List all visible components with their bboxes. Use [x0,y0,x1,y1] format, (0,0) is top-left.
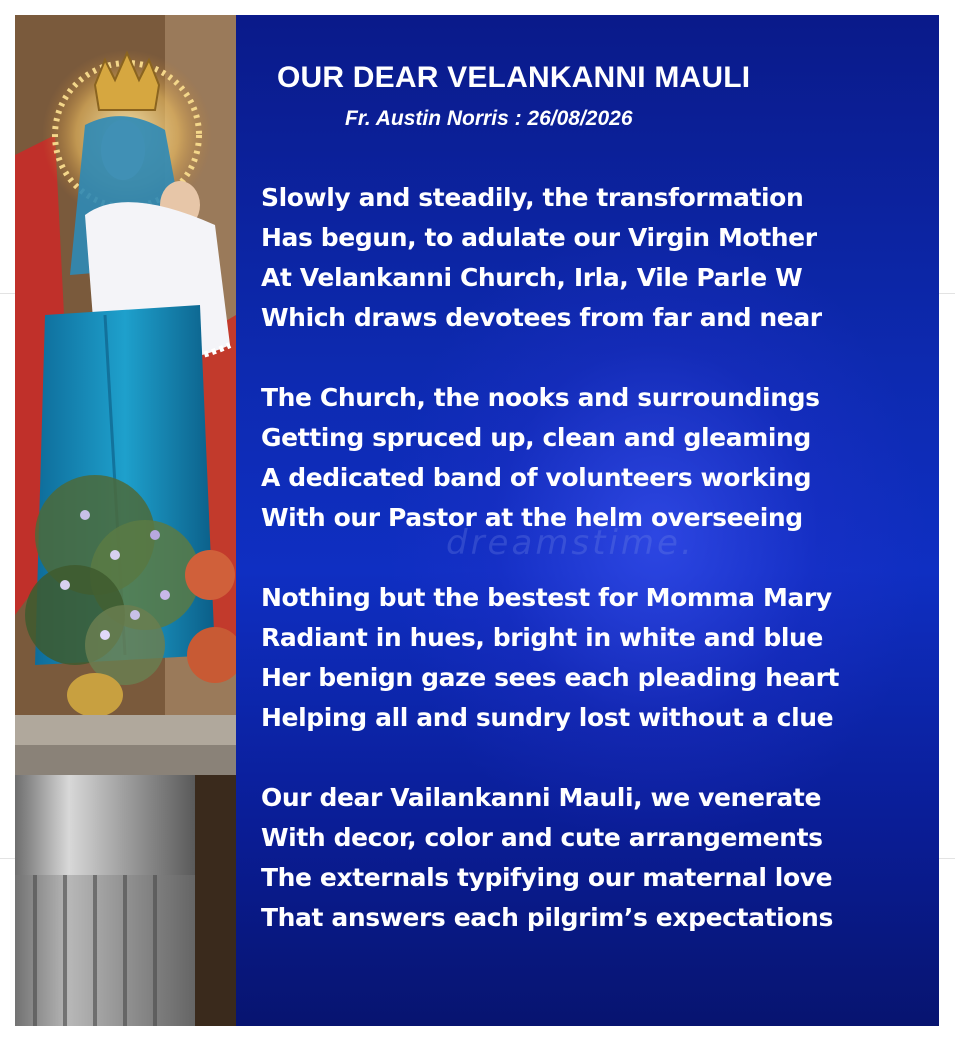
poem-line: Slowly and steadily, the transformation [261,183,804,212]
poem-line: Has begun, to adulate our Virgin Mother [261,223,817,252]
stanza-3 [261,578,931,738]
poem-line: That answers each pilgrim’s expectations [261,903,833,932]
poem-line: Our dear Vailankanni Mauli, we venerate [261,783,822,812]
poem-title: OUR DEAR VELANKANNI MAULI [277,61,751,94]
poem-line: Which draws devotees from far and near [261,303,822,332]
poem-line: With our Pastor at the helm overseeing [261,503,803,532]
poem-line: Helping all and sundry lost without a clue [261,703,834,732]
poem-panel [236,15,939,1026]
poem-line: With decor, color and cute arrangements [261,823,823,852]
poem-line: Nothing but the bestest for Momma Mary [261,583,832,612]
poem-line: A dedicated band of volunteers working [261,463,812,492]
stanza-2 [261,378,931,538]
poem-card [15,15,939,1026]
stanza-4 [261,778,931,938]
poem-line: Radiant in hues, bright in white and blue [261,623,823,652]
statue-photo [15,15,236,1026]
poem-line: At Velankanni Church, Irla, Vile Parle W [261,263,803,292]
poem-line: The externals typifying our maternal love [261,863,833,892]
poem-line: The Church, the nooks and surroundings [261,383,820,412]
stanza-1 [261,178,931,338]
watermark: dreamstime. [446,523,695,563]
poem-line: Getting spruced up, clean and gleaming [261,423,811,452]
poem-byline: Fr. Austin Norris : 26/08/2026 [345,107,633,130]
statue-of-mother-mary-icon [15,15,236,1026]
poem-line: Her benign gaze sees each pleading heart [261,663,840,692]
